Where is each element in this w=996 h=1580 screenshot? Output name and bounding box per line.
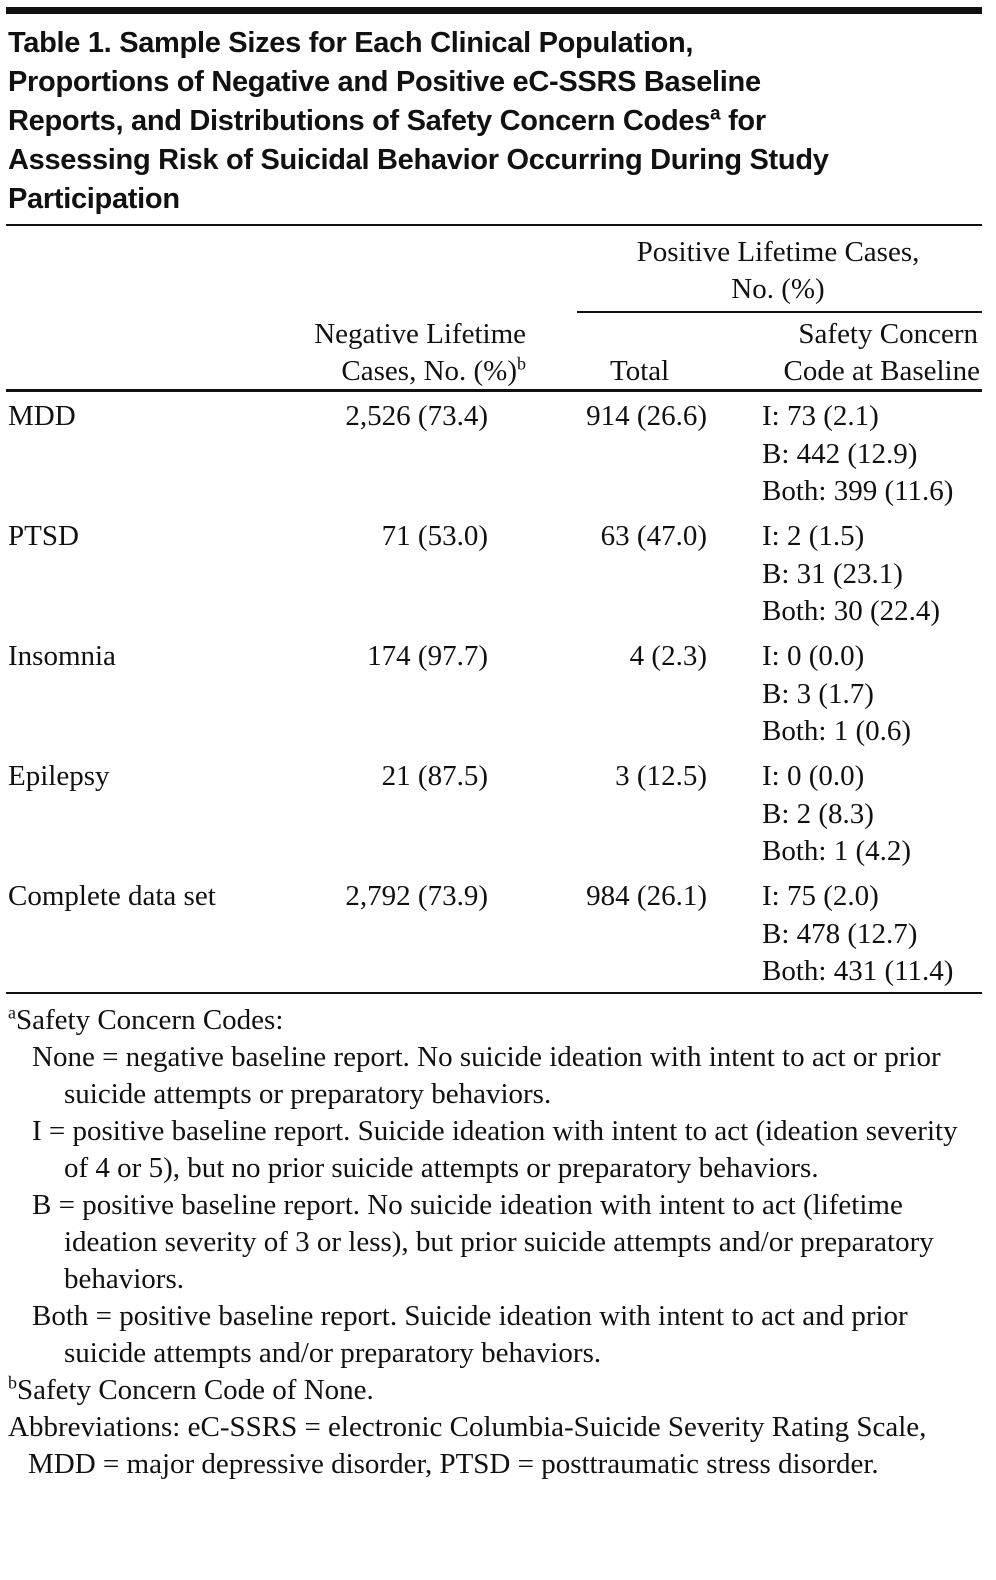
code-cell: B: 3 (1.7)	[762, 677, 874, 710]
code-cell: I: 75 (2.0)	[762, 880, 879, 912]
total-cell: 63 (47.0)	[600, 520, 707, 552]
code-header: Safety Concern	[798, 318, 978, 350]
footnote-b-text: Safety Concern Code of None.	[17, 1374, 374, 1406]
row-label: Insomnia	[8, 640, 116, 672]
row-label: PTSD	[8, 520, 79, 552]
negative-cell: 2,526 (73.4)	[345, 400, 488, 432]
code-cell: I: 2 (1.5)	[762, 520, 865, 552]
top-rule	[6, 7, 982, 14]
total-header: Total	[610, 355, 670, 387]
group-rule	[577, 311, 982, 313]
total-cell: 984 (26.1)	[586, 880, 707, 912]
bottom-rule	[6, 992, 982, 994]
title-line: Participation	[8, 183, 180, 215]
title-rule	[6, 224, 982, 226]
row-label: Complete data set	[8, 880, 216, 912]
footnote-b-sup: b	[8, 1372, 17, 1393]
total-cell: 4 (2.3)	[629, 640, 707, 672]
title-line: Proportions of Negative and Positive eC-SSRS Baseline	[8, 66, 761, 98]
code-header-2: Code at Baseline	[783, 355, 980, 387]
footnote-b-note	[8, 1372, 978, 1409]
negative-cell: 174 (97.7)	[367, 640, 488, 672]
footnote-abbreviations: Abbreviations: eC-SSRS = electronic Columbia-Suicide Severity Rating Scale, MDD = major depressive disorder, PTSD = posttraumatic stress disorder.	[8, 1411, 927, 1480]
footnotes	[8, 1002, 978, 1483]
title-line: Table 1. Sample Sizes for Each Clinical Population,	[8, 27, 694, 59]
negative-header-sup: b	[517, 353, 526, 374]
footnote-b: B = positive baseline report. No suicide ideation with intent to act (lifetime ideation severity of 3 or less), but prior suicide attempts and/or preparatory behaviors.	[32, 1189, 934, 1295]
code-cell: Both: 431 (11.4)	[762, 955, 954, 987]
footnote-a-sup: a	[8, 1002, 16, 1023]
title-text: Reports, and Distributions of Safety Concern Codes	[8, 105, 711, 137]
code-cell: B: 2 (8.3)	[762, 797, 874, 830]
footnote-a	[8, 1002, 978, 1039]
code-cell: Both: 1 (0.6)	[762, 715, 912, 747]
table-title	[8, 24, 829, 219]
positive-group-header: Positive Lifetime Cases,	[636, 236, 920, 268]
total-cell: 914 (26.6)	[586, 400, 707, 432]
title-text: for	[728, 105, 766, 137]
negative-header: Negative Lifetime	[314, 318, 526, 350]
footnote-a-title: Safety Concern Codes:	[16, 1004, 284, 1036]
footnote-both: Both = positive baseline report. Suicide ideation with intent to act and prior suicide attempts and/or preparatory behaviors.	[32, 1300, 908, 1369]
title-line: Assessing Risk of Suicidal Behavior Occurring During Study	[8, 144, 829, 176]
negative-header-2	[200, 353, 526, 390]
row-label: MDD	[8, 400, 76, 432]
negative-cell: 21 (87.5)	[381, 760, 488, 792]
code-cell: I: 0 (0.0)	[762, 640, 865, 672]
code-cell: B: 31 (23.1)	[762, 557, 903, 590]
code-cell: B: 478 (12.7)	[762, 917, 918, 950]
total-cell: 3 (12.5)	[615, 760, 707, 792]
footnote-none: None = negative baseline report. No suicide ideation with intent to act or prior suicide attempts or preparatory behaviors.	[32, 1041, 941, 1110]
code-cell: B: 442 (12.9)	[762, 437, 918, 470]
negative-header-text: Cases, No. (%)	[341, 355, 517, 387]
negative-cell: 2,792 (73.9)	[345, 880, 488, 912]
row-label: Epilepsy	[8, 760, 110, 792]
title-sup: a	[710, 103, 721, 125]
code-cell: I: 0 (0.0)	[762, 760, 865, 792]
title-line	[8, 102, 829, 141]
footnote-i: I = positive baseline report. Suicide ideation with intent to act (ideation severity of 4 or 5), but no prior suicide attempts or preparatory behaviors.	[32, 1115, 958, 1184]
positive-group-header-2: No. (%)	[731, 273, 825, 305]
code-cell: Both: 30 (22.4)	[762, 595, 941, 627]
code-cell: I: 73 (2.1)	[762, 400, 879, 432]
negative-cell: 71 (53.0)	[381, 520, 488, 552]
code-cell: Both: 1 (4.2)	[762, 835, 912, 867]
code-cell: Both: 399 (11.6)	[762, 475, 954, 507]
header-rule	[6, 389, 982, 392]
